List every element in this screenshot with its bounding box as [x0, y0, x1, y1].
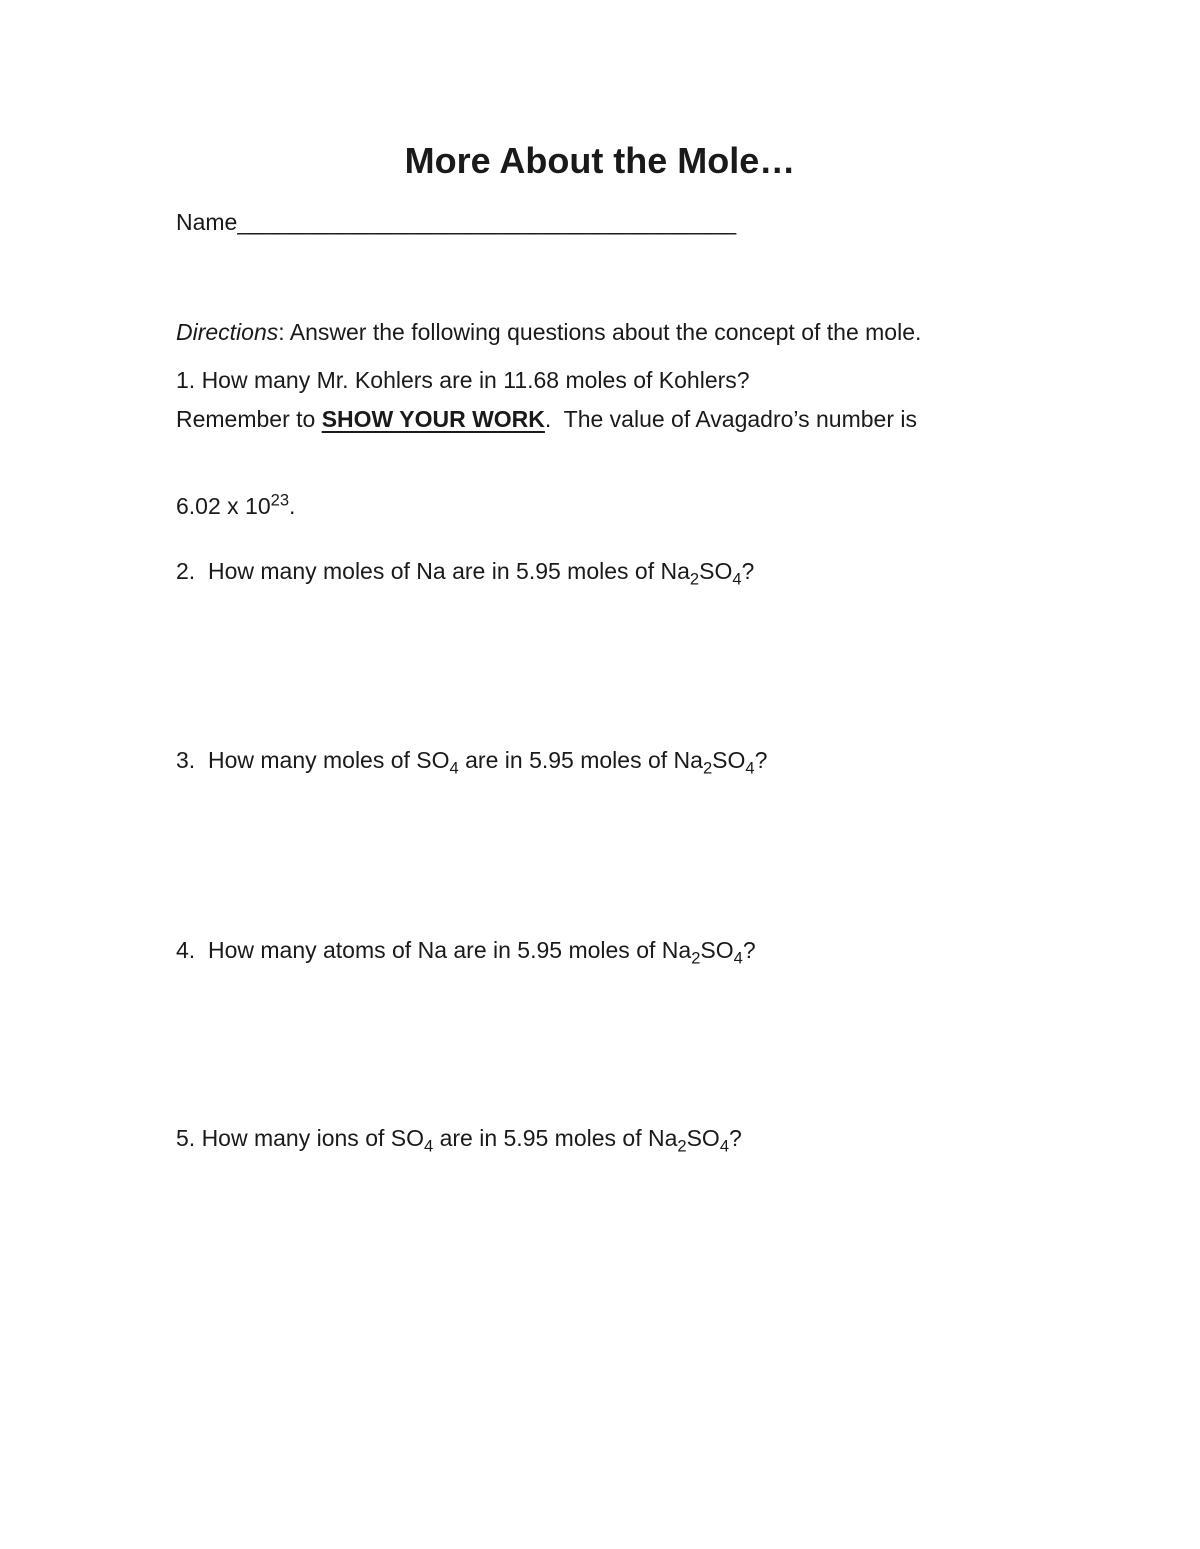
question-5-formula: SO — [686, 1125, 720, 1151]
name-blank-line: _______________________________________ — [237, 209, 737, 235]
so4-subscript: 4 — [745, 758, 755, 778]
question-3-end: ? — [754, 747, 768, 773]
question-4-end: ? — [742, 937, 756, 963]
question-1-text: 1. How many Mr. Kohlers are in 11.68 moles of Kohlers? — [176, 367, 750, 393]
question-1 — [176, 366, 750, 395]
directions-line-1 — [176, 318, 921, 347]
na-subscript: 2 — [702, 758, 713, 778]
question-5-text: 5. How many ions of SO — [176, 1125, 424, 1151]
name-label: Name — [176, 209, 238, 235]
question-2-end: ? — [741, 558, 755, 584]
directions-line2-post: . The value of Avagadro’s number is — [544, 406, 917, 432]
so4-subscript: 4 — [719, 1136, 730, 1156]
question-3-formula: SO — [712, 747, 746, 773]
na-subscript: 2 — [691, 948, 701, 968]
question-4-text: 4. How many atoms of Na are in 5.95 moles of Na — [176, 937, 692, 963]
directions-line2-pre: Remember to — [176, 406, 322, 432]
question-5-mid: are in 5.95 moles of Na — [433, 1125, 678, 1151]
directions-lead-italic: Directions — [176, 319, 279, 345]
question-2 — [176, 557, 755, 589]
page-title: More About the Mole… — [404, 140, 796, 181]
so4-subscript: 4 — [733, 948, 743, 968]
avogadro-exponent: 23 — [270, 490, 290, 510]
avogadro-value-end: . — [289, 493, 296, 519]
question-3-mid: are in 5.95 moles of Na — [458, 747, 703, 773]
question-3 — [176, 746, 768, 778]
so4-subscript: 4 — [732, 569, 742, 589]
na-subscript: 2 — [677, 1136, 687, 1156]
question-5 — [176, 1124, 742, 1156]
show-your-work-emphasis: SHOW YOUR WORK — [321, 406, 545, 432]
avogadro-value-base: 6.02 x 10 — [176, 493, 271, 519]
directions-line-3 — [176, 492, 921, 521]
so4-subscript: 4 — [449, 758, 459, 778]
question-4 — [176, 936, 756, 968]
directions-line-2 — [176, 405, 921, 434]
question-5-end: ? — [729, 1125, 742, 1151]
name-row — [176, 208, 736, 237]
question-4-formula: SO — [700, 937, 734, 963]
question-3-text: 3. How many moles of SO — [176, 747, 450, 773]
directions-paragraph — [176, 260, 921, 579]
so4-subscript: 4 — [424, 1136, 434, 1156]
na-subscript: 2 — [689, 569, 700, 589]
directions-line1-text: : Answer the following questions about the concept of the mole. — [278, 319, 922, 345]
question-2-text: 2. How many moles of Na are in 5.95 moles of Na — [176, 558, 690, 584]
question-2-formula: SO — [699, 558, 733, 584]
